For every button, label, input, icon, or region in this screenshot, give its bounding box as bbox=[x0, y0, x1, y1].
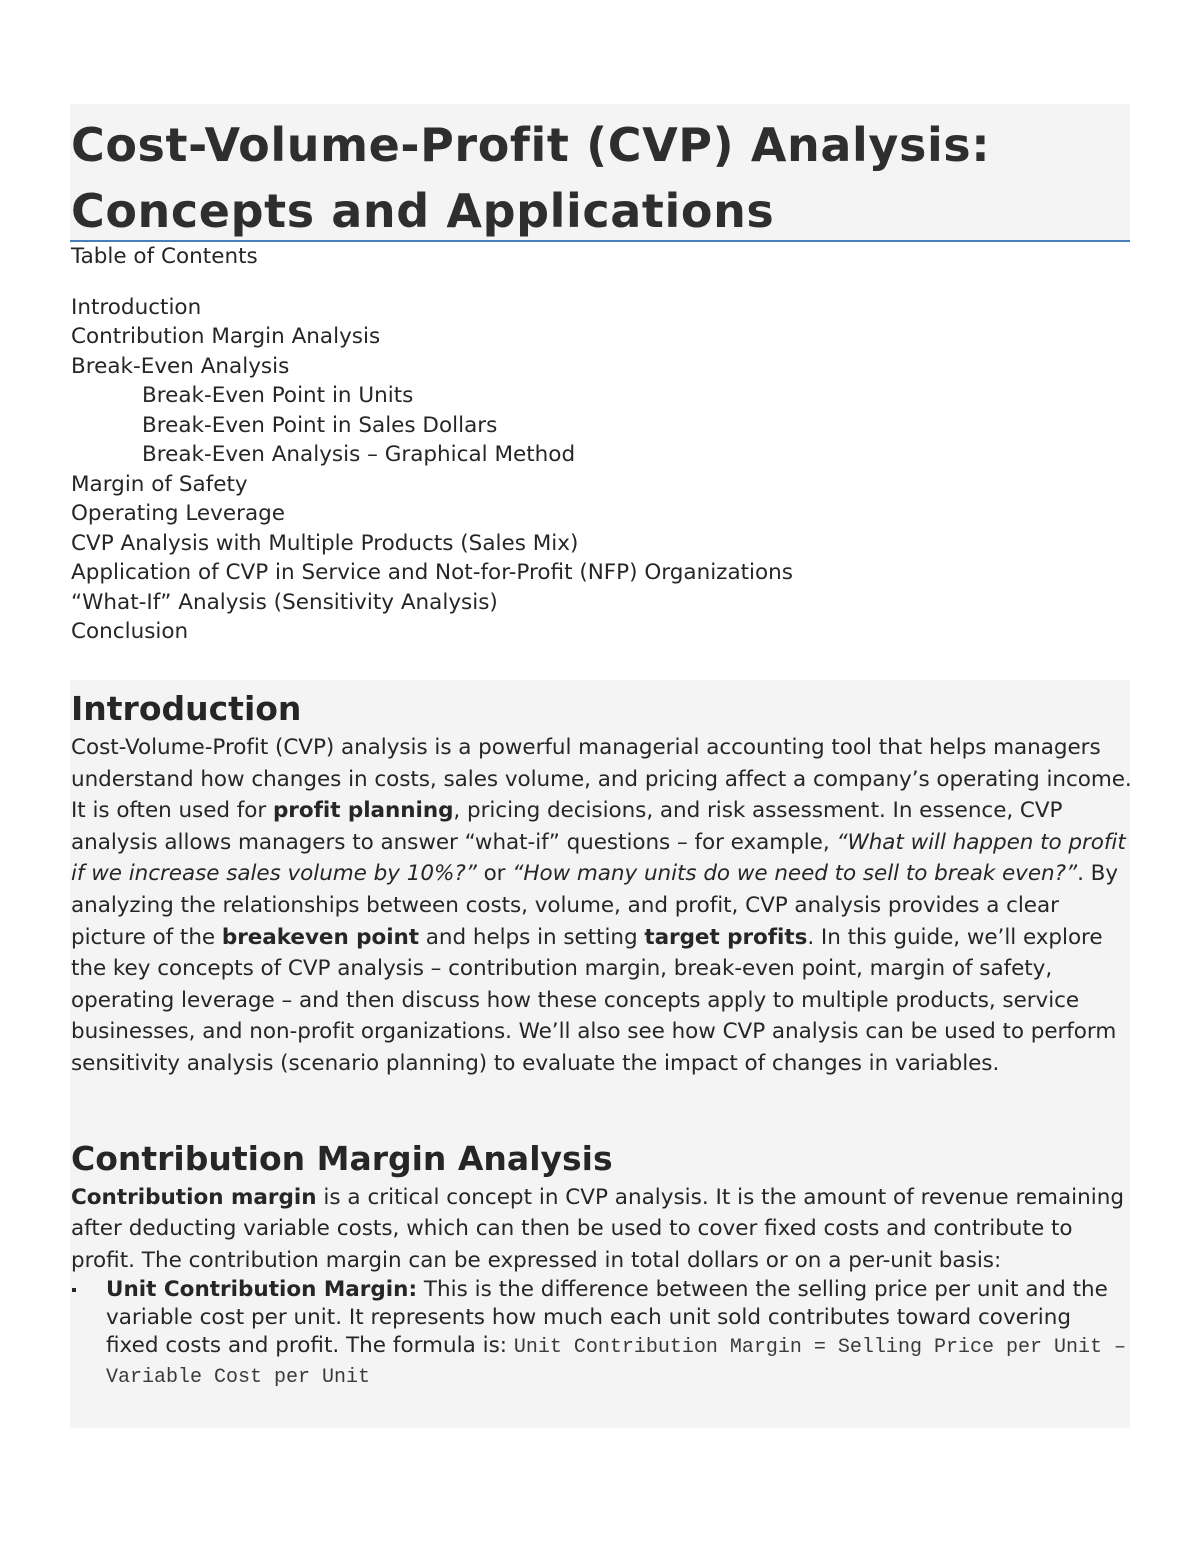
intro-text-6: . In this guide, we’ll explore the key concepts of CVP analysis – contribution margin, break-even point, margin of safety, operating leverage – and then discuss how these concepts apply to multiple products, service businesses, and non-profit organizations. We’ll also see how CVP analysis can be used to perform sensitivity analysis (scenario planning) to evaluate the impact of changes in variables. bbox=[71, 924, 1117, 1076]
intro-italic-question-2: “How many units do we need to sell to break even?” bbox=[512, 861, 1078, 887]
intro-italic-question-1: “What will happen to profit if we increase sales volume by 10%?” bbox=[71, 829, 1126, 887]
intro-bold-breakeven-point: breakeven point bbox=[221, 924, 419, 950]
document-title bbox=[70, 104, 1130, 244]
content-panel bbox=[70, 680, 1130, 1428]
introduction-paragraph bbox=[70, 732, 1133, 1080]
toc-item-conclusion[interactable]: Conclusion bbox=[71, 619, 189, 644]
intro-text-5: and helps in setting bbox=[419, 924, 645, 950]
intro-text-4: . By analyzing the relationships between costs, volume, and profit, CVP analysis provides a clear picture of the bbox=[71, 861, 1119, 950]
formula-code: Unit Contribution Margin = Selling Price per Unit – Variable Cost per Unit bbox=[106, 1336, 1126, 1390]
bullet-text: This is the difference between the selling price per unit and the variable cost per unit. It represents how much each unit sold contributes toward covering fixed costs and profit. The formula is: bbox=[106, 1277, 1108, 1359]
bullet-icon bbox=[72, 1288, 76, 1292]
toc-item-sales-mix[interactable]: CVP Analysis with Multiple Products (Sales Mix) bbox=[71, 530, 579, 556]
contribution-margin-paragraph bbox=[70, 1182, 1130, 1277]
intro-bold-profit-planning: profit planning bbox=[272, 798, 454, 824]
contribution-margin-list bbox=[70, 1276, 1130, 1392]
table-of-contents bbox=[71, 242, 793, 647]
toc-item-break-even-units[interactable]: Break-Even Point in Units bbox=[142, 383, 414, 408]
list-item bbox=[70, 1276, 1130, 1392]
intro-text-1: Cost-Volume-Profit (CVP) analysis is a powerful managerial accounting tool that helps managers understand how changes in costs, sales volume, and pricing affect a company’s operating income. It is often used for bbox=[71, 735, 1132, 824]
cm-bold-lead: Contribution margin bbox=[71, 1184, 317, 1210]
toc-item-contribution-margin[interactable]: Contribution Margin Analysis bbox=[71, 324, 381, 349]
section-heading-introduction: Introduction bbox=[71, 689, 302, 728]
section-contribution-margin bbox=[70, 1136, 1130, 1393]
toc-heading: Table of Contents bbox=[71, 244, 258, 269]
cm-text-1: is a critical concept in CVP analysis. It is the amount of revenue remaining after deducting variable costs, which can then be used to cover fixed costs and contribute to profit. The contribution margin can be expressed in total dollars or on a per-unit basis: bbox=[71, 1184, 1125, 1273]
intro-text-3: or bbox=[476, 861, 513, 887]
bullet-bold-label: Unit Contribution Margin: bbox=[106, 1277, 418, 1303]
toc-item-what-if[interactable]: “What-If” Analysis (Sensitivity Analysis) bbox=[71, 589, 498, 615]
toc-item-break-even-graphical[interactable]: Break-Even Analysis – Graphical Method bbox=[142, 442, 576, 467]
title-line-2: Concepts and Applications bbox=[71, 184, 775, 238]
intro-bold-target-profits: target profits bbox=[644, 924, 808, 950]
toc-item-break-even-analysis[interactable]: Break-Even Analysis bbox=[71, 353, 290, 379]
toc-item-margin-of-safety[interactable]: Margin of Safety bbox=[71, 471, 248, 497]
title-banner bbox=[70, 104, 1130, 242]
toc-item-service-nfp[interactable]: Application of CVP in Service and Not-for-Profit (NFP) Organizations bbox=[71, 560, 794, 585]
section-introduction bbox=[70, 680, 1130, 1080]
toc-item-operating-leverage[interactable]: Operating Leverage bbox=[71, 501, 285, 526]
toc-item-introduction[interactable]: Introduction bbox=[71, 294, 202, 320]
title-line-1: Cost-Volume-Profit (CVP) Analysis: bbox=[71, 118, 991, 172]
section-heading-contribution-margin: Contribution Margin Analysis bbox=[71, 1138, 613, 1178]
intro-text-2: , pricing decisions, and risk assessment. In essence, CVP analysis allows managers to answer “what-if” questions – for example, bbox=[71, 798, 1063, 855]
toc-item-break-even-sales-dollars[interactable]: Break-Even Point in Sales Dollars bbox=[142, 412, 498, 438]
